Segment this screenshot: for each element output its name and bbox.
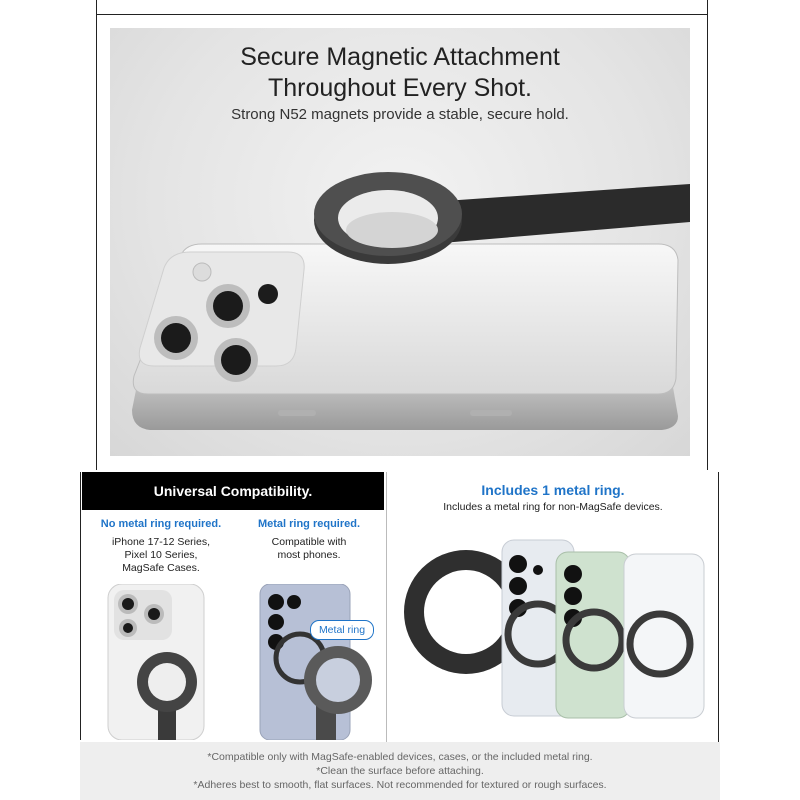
compatibility-heading: Universal Compatibility.	[82, 472, 384, 510]
includes-title: Includes 1 metal ring.	[481, 482, 625, 498]
phone-with-magnetic-ring-image	[110, 148, 690, 448]
includes-subtitle: Includes a metal ring for non-MagSafe devices.	[443, 501, 663, 513]
hero-panel	[110, 28, 690, 456]
panel-divider	[386, 472, 387, 742]
ring-required-text: Compatible with most phones.	[271, 536, 347, 561]
footnote-compatibility: *Compatible only with MagSafe-enabled devices, cases, or the included metal ring.	[207, 751, 593, 763]
no-ring-devices: iPhone 17-12 Series, Pixel 10 Series, MagSafe Cases.	[111, 536, 211, 574]
footnote-clean: *Clean the surface before attaching.	[316, 765, 484, 777]
no-ring-title: No metal ring required.	[100, 518, 222, 530]
footnote-surfaces: *Adheres best to smooth, flat surfaces. Not recommended for textured or rough surfaces.	[193, 779, 607, 791]
top-divider	[96, 14, 708, 15]
ring-required-title: Metal ring required.	[257, 518, 361, 530]
iphone-with-grip-image	[100, 584, 220, 740]
android-with-metal-ring-image	[250, 584, 380, 740]
hero-title: Secure Magnetic Attachment Throughout Every Shot.	[240, 43, 560, 102]
metal-ring-callout: Metal ring	[310, 620, 374, 640]
metal-ring-and-phones-image	[398, 530, 716, 730]
footer-notes	[80, 742, 720, 800]
right-frame	[718, 472, 719, 742]
hero-subtitle: Strong N52 magnets provide a stable, secure hold.	[231, 106, 569, 123]
